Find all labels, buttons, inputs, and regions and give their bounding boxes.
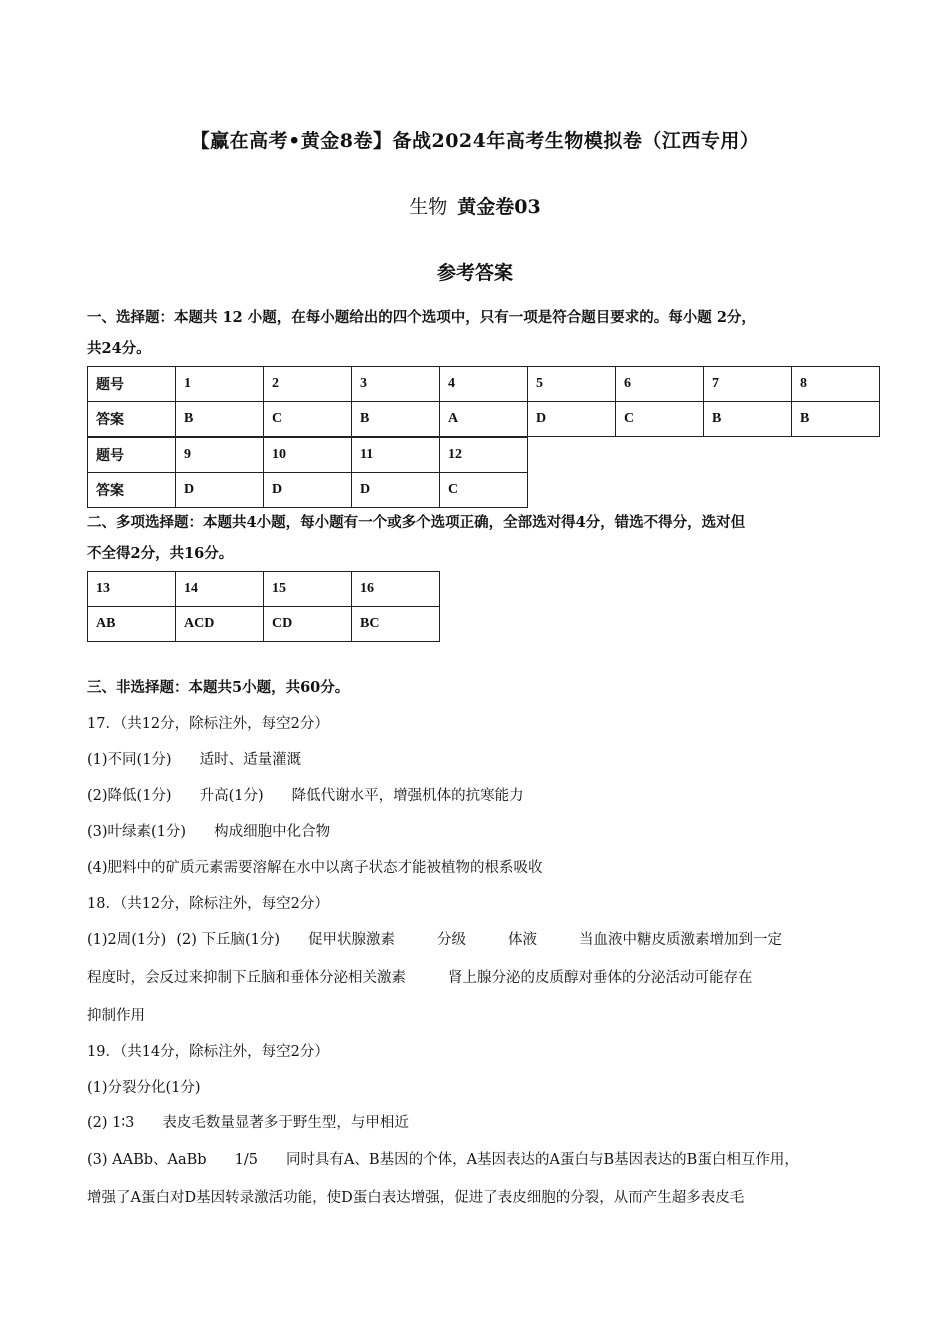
- q19-header: 19．（共14分，除标注外，每空2分）: [87, 1044, 329, 1060]
- question-number: 12: [440, 438, 528, 473]
- paper-subtitle: [0, 192, 950, 219]
- question-number: 7: [704, 367, 792, 402]
- answer-part: 当血液中糖皮质激素增加到一定: [579, 932, 782, 948]
- paper-label: 黄金卷03: [457, 196, 541, 218]
- table-row: [88, 438, 528, 473]
- section3-intro: 三、非选择题：本题共5小题，共60分。: [87, 679, 350, 696]
- question-number: 5: [528, 367, 616, 402]
- row-label-question: 题号: [88, 367, 176, 402]
- answer-part: 适时、适量灌溉: [199, 752, 302, 768]
- q18-answer-1: [87, 928, 782, 949]
- question-number: 8: [792, 367, 880, 402]
- answer-part: 体液: [508, 932, 537, 948]
- answer-cell: B: [352, 402, 440, 437]
- answer-cell: B: [792, 402, 880, 437]
- answer-part: 表皮毛数量显著多于野生型，与甲相近: [162, 1115, 409, 1131]
- question-number: 11: [352, 438, 440, 473]
- answer-part: (1)2周(1分): [87, 932, 167, 948]
- table-row: [88, 473, 528, 508]
- table-row: [88, 572, 440, 607]
- question-number: 3: [352, 367, 440, 402]
- answer-cell: D: [176, 473, 264, 508]
- question-number: 13: [88, 572, 176, 607]
- section1-table-a: [87, 366, 880, 437]
- q17-answer-4: (4)肥料中的矿质元素需要溶解在水中以离子状态才能被植物的根系吸收: [87, 860, 543, 876]
- answer-part: 分级: [437, 932, 466, 948]
- section1-intro-line1: 一、选择题：本题共 12 小题，在每小题给出的四个选项中，只有一项是符合题目要求的。每小题 2分，: [87, 309, 756, 326]
- section2-intro-line2: 不全得2分，共16分。: [87, 545, 234, 562]
- answer-part: 促甲状腺激素: [308, 932, 395, 948]
- q17-header: 17．（共12分，除标注外，每空2分）: [87, 716, 329, 732]
- answer-cell: C: [264, 402, 352, 437]
- question-number: 9: [176, 438, 264, 473]
- answer-part: (1)不同(1分): [87, 752, 172, 768]
- answer-cell: C: [616, 402, 704, 437]
- row-label-question: 题号: [88, 438, 176, 473]
- answer-part: 降低代谢水平，增强机体的抗寒能力: [291, 788, 524, 804]
- section2-intro: [87, 507, 867, 569]
- section1-table-b: [87, 437, 528, 508]
- answer-part: 1/5: [234, 1152, 258, 1168]
- q18-header: 18．（共12分，除标注外，每空2分）: [87, 896, 329, 912]
- q17-answer-3: [87, 820, 330, 841]
- q19-answer-1: (1)分裂分化(1分): [87, 1080, 201, 1096]
- section2-table: [87, 571, 440, 642]
- answer-part: 升高(1分): [199, 788, 264, 804]
- question-number: 4: [440, 367, 528, 402]
- row-label-answer: 答案: [88, 402, 176, 437]
- table-row: [88, 607, 440, 642]
- section1-intro-line2: 共24分。: [87, 340, 151, 357]
- q19-answer-3: [87, 1148, 799, 1169]
- answer-heading: 参考答案: [436, 262, 513, 284]
- section2-intro-line1: 二、多项选择题：本题共4小题，每小题有一个或多个选项正确，全部选对得4分，错选不得分，选对但: [87, 514, 746, 531]
- answer-part: 程度时，会反过来抑制下丘脑和垂体分泌相关激素: [87, 970, 406, 986]
- question-number: 2: [264, 367, 352, 402]
- table-row: [88, 367, 880, 402]
- answer-part: (2)降低(1分): [87, 788, 172, 804]
- question-number: 10: [264, 438, 352, 473]
- answer-part: 同时具有A、B基因的个体，A基因表达的A蛋白与B基因表达的B蛋白相互作用，: [285, 1152, 799, 1168]
- answer-cell: D: [352, 473, 440, 508]
- q19-answer-4: 增强了A蛋白对D基因转录激活功能，使D蛋白表达增强，促进了表皮细胞的分裂，从而产生超多表皮毛: [87, 1190, 745, 1206]
- answer-cell: C: [440, 473, 528, 508]
- question-number: 16: [352, 572, 440, 607]
- q19-answer-2: [87, 1111, 409, 1132]
- answer-cell: ACD: [176, 607, 264, 642]
- answer-cell: B: [176, 402, 264, 437]
- answer-cell: B: [704, 402, 792, 437]
- q17-answer-1: [87, 748, 301, 769]
- answer-cell: D: [528, 402, 616, 437]
- q18-answer-3: 抑制作用: [87, 1008, 145, 1024]
- question-number: 15: [264, 572, 352, 607]
- q17-answer-2: [87, 784, 524, 805]
- answer-cell: D: [264, 473, 352, 508]
- answer-cell: BC: [352, 607, 440, 642]
- section1-intro: [87, 302, 867, 364]
- subject-label: 生物: [409, 196, 448, 218]
- row-label-answer: 答案: [88, 473, 176, 508]
- q18-answer-2: [87, 966, 753, 987]
- answer-cell: CD: [264, 607, 352, 642]
- answer-cell: AB: [88, 607, 176, 642]
- answer-part: (3) AABb、AaBb: [87, 1152, 207, 1168]
- answer-part: 构成细胞中化合物: [214, 824, 331, 840]
- answer-part: 肾上腺分泌的皮质醇对垂体的分泌活动可能存在: [448, 970, 753, 986]
- table-row: [88, 402, 880, 437]
- question-number: 14: [176, 572, 264, 607]
- answer-part: (3)叶绿素(1分): [87, 824, 187, 840]
- page-title: 【赢在高考•黄金8卷】备战2024年高考生物模拟卷（江西专用）: [190, 130, 760, 152]
- question-number: 6: [616, 367, 704, 402]
- answer-part: (2) 下丘脑(1分): [176, 932, 280, 948]
- answer-part: (2) 1∶3: [87, 1115, 135, 1131]
- question-number: 1: [176, 367, 264, 402]
- answer-cell: A: [440, 402, 528, 437]
